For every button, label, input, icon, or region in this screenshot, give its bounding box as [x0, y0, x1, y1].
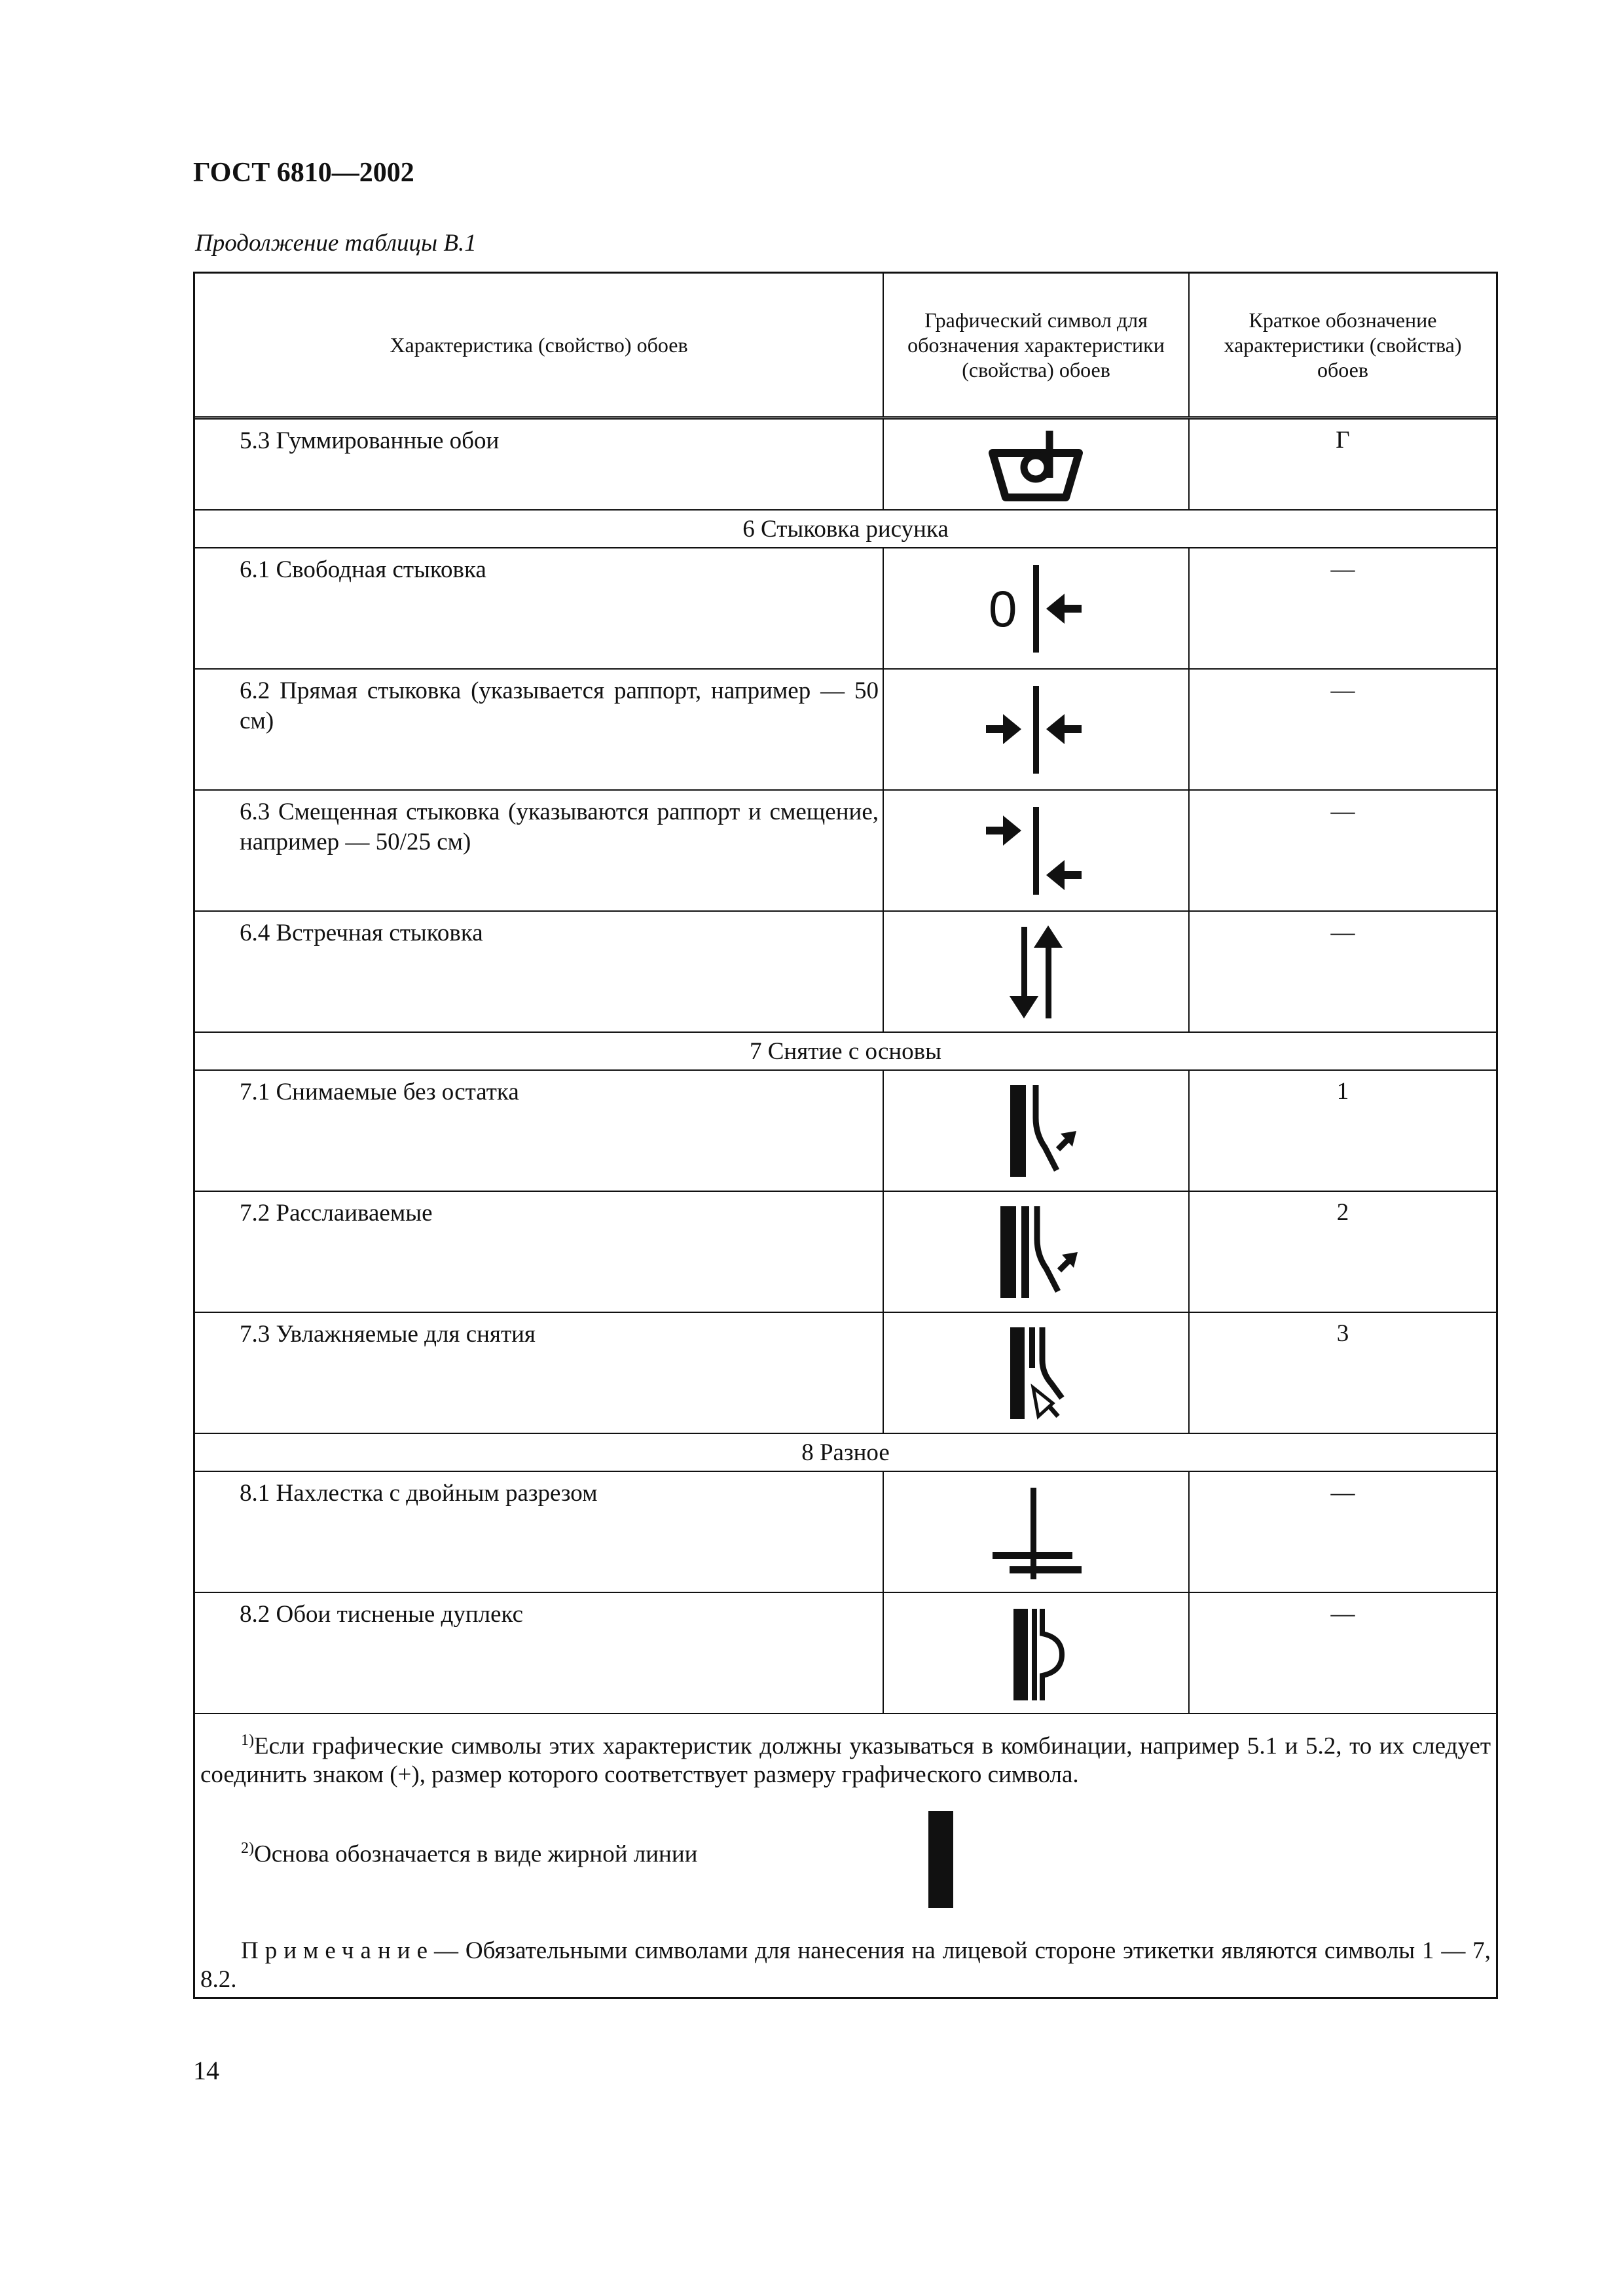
peelable-icon — [981, 1200, 1092, 1304]
code-cell: 1 — [1336, 1078, 1349, 1105]
code-cell: 2 — [1336, 1199, 1349, 1226]
straight-match-icon — [981, 681, 1092, 779]
table-header-row — [195, 274, 1496, 416]
section-heading: 7 Снятие с основы — [195, 1031, 1496, 1069]
row-label: 6.3 Смещенная стыковка (указываются раппорт и смещение, например — 50/25 см) — [195, 791, 884, 910]
base-thick-line-symbol — [928, 1811, 953, 1908]
footnote-1-text: Если графические символы этих характеристик должны указываться в комбинации, например 5.1 и 5.2, то их следует соединить знаком (+), размер которого соответствует размеру графического символа. — [200, 1732, 1491, 1789]
document-id: ГОСТ 6810—2002 — [193, 158, 414, 188]
zero-text: 0 — [988, 579, 1017, 637]
table-row — [195, 547, 1496, 668]
offset-match-icon — [981, 802, 1092, 900]
table-note — [195, 1937, 1496, 1994]
section-heading: 6 Стыковка рисунка — [195, 509, 1496, 547]
double-cut-overlap-icon — [981, 1480, 1092, 1585]
code-cell: — — [1330, 556, 1355, 583]
footnote-2-text: Основа обозначается в виде жирной линии — [254, 1840, 698, 1868]
footnote-1-mark: 1) — [241, 1732, 254, 1749]
row-label: 7.1 Снимаемые без остатка — [195, 1071, 884, 1191]
table-continuation-caption: Продолжение таблицы В.1 — [195, 230, 477, 257]
reverse-hanging-icon — [981, 923, 1092, 1021]
table-row — [195, 910, 1496, 1031]
table-row — [195, 1191, 1496, 1312]
code-cell: — — [1330, 677, 1355, 704]
note-label: Примечание — [241, 1937, 434, 1964]
row-label: 7.2 Расслаиваемые — [195, 1192, 884, 1312]
symbol-cell — [884, 1313, 1190, 1433]
table-row — [195, 1069, 1496, 1191]
footnotes-block — [195, 1713, 1496, 1997]
col-header-code: Краткое обозначение характеристики (свойства) обоев — [1224, 308, 1462, 382]
symbol-cell — [884, 791, 1190, 910]
code-cell: — — [1330, 1600, 1355, 1627]
col-header-symbol: Графический символ для обозначения характеристики (свойства) обоев — [884, 274, 1190, 416]
row-label: 6.2 Прямая стыковка (указывается раппорт, например — 50 см) — [195, 670, 884, 789]
gummed-wallpaper-icon — [981, 425, 1092, 504]
embossed-duplex-icon — [981, 1601, 1092, 1706]
table-row — [195, 416, 1496, 509]
footnote-2 — [195, 1834, 702, 1869]
symbol-cell — [884, 548, 1190, 668]
code-cell: Г — [1336, 427, 1350, 454]
code-cell: — — [1330, 919, 1355, 946]
row-label: 8.2 Обои тисненые дуплекс — [195, 1593, 884, 1713]
table-row — [195, 789, 1496, 910]
table-row — [195, 1592, 1496, 1713]
table-row — [195, 1471, 1496, 1592]
table-row — [195, 1312, 1496, 1433]
symbol-cell — [884, 1472, 1190, 1592]
symbol-cell — [884, 670, 1190, 789]
free-match-icon — [981, 560, 1092, 658]
footnote-1 — [195, 1714, 1496, 1789]
page-number: 14 — [193, 2056, 219, 2085]
row-label: 6.1 Свободная стыковка — [195, 548, 884, 668]
symbol-cell — [884, 1071, 1190, 1191]
code-cell: 3 — [1336, 1320, 1349, 1347]
characteristics-table — [193, 272, 1498, 1999]
strippable-icon — [981, 1079, 1092, 1183]
symbol-cell — [884, 912, 1190, 1031]
code-cell: — — [1330, 798, 1355, 825]
symbol-cell — [884, 1593, 1190, 1713]
section-heading: 8 Разное — [195, 1433, 1496, 1471]
row-label: 5.3 Гуммированные обои — [195, 420, 884, 509]
symbol-cell — [884, 420, 1190, 509]
row-label: 6.4 Встречная стыковка — [195, 912, 884, 1031]
symbol-cell — [884, 1192, 1190, 1312]
code-cell: — — [1330, 1479, 1355, 1506]
wet-removable-icon — [981, 1321, 1092, 1426]
col-header-characteristic: Характеристика (свойство) обоев — [195, 274, 884, 416]
table-row — [195, 668, 1496, 789]
note-text: — Обязательными символами для нанесения на лицевой стороне этикетки являются символы 1 — 7, 8.2. — [200, 1937, 1491, 1993]
footnote-2-mark: 2) — [241, 1840, 254, 1857]
row-label: 8.1 Нахлестка с двойным разрезом — [195, 1472, 884, 1592]
row-label: 7.3 Увлажняемые для снятия — [195, 1313, 884, 1433]
